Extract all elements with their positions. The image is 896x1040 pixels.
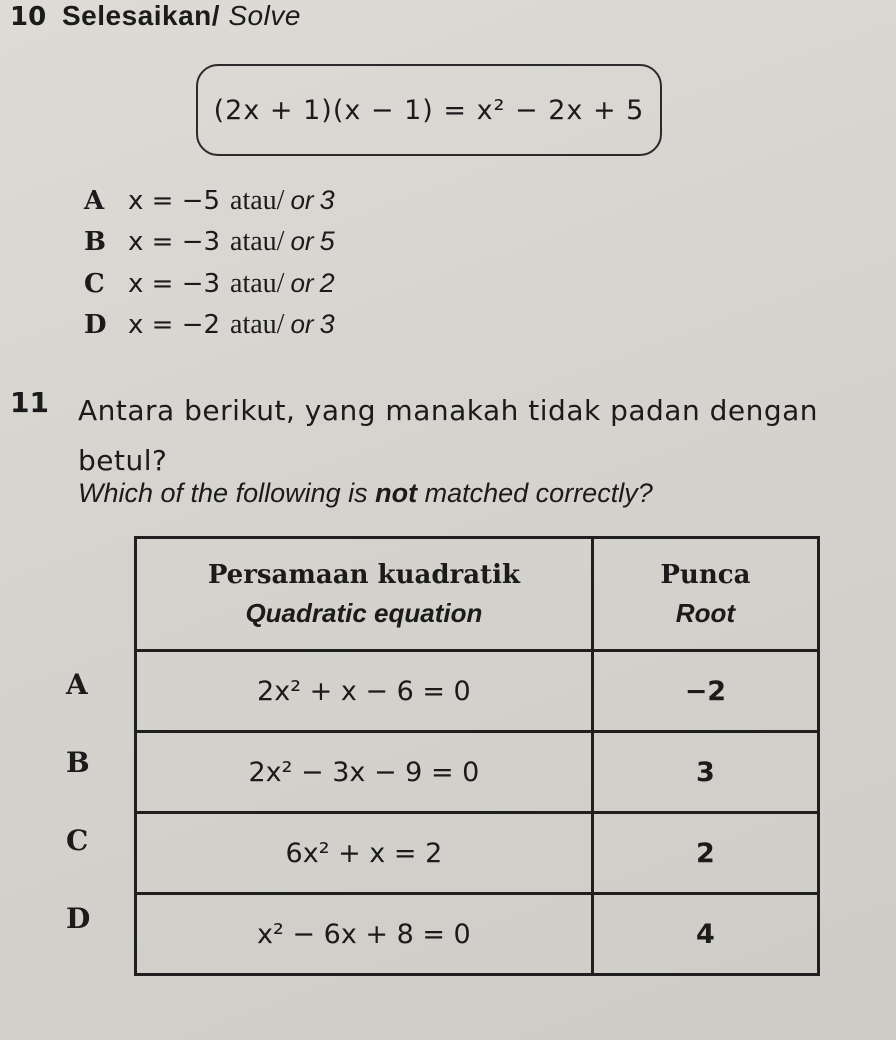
option-atau: atau/ [230,185,285,216]
option-second-value: 3 [319,185,335,215]
english-text-bold: not [375,478,418,508]
header-equation-malay: Persamaan kuadratik [207,560,520,590]
option-value: x = −3 [128,269,221,299]
header-root-english: Root [675,598,735,628]
equation-text: (2x + 1)(x − 1) = x² − 2x + 5 [213,94,645,126]
option-a[interactable] [84,185,335,217]
option-value: x = −3 [128,227,221,257]
row-root: 3 [592,732,818,813]
heading-malay: Selesaikan/ [62,0,229,31]
option-letter: B [84,227,106,257]
question-11-number: 11 [10,386,49,419]
row-letter-c[interactable]: C [66,824,89,857]
option-letter: D [84,310,107,340]
header-root [592,538,818,651]
table-row[interactable] [136,651,819,732]
row-letter-b[interactable]: B [66,746,90,779]
question-10-number: 10 [10,2,47,32]
table-row[interactable] [136,732,819,813]
heading-english: Solve [228,0,301,31]
option-atau: atau/ [230,309,285,340]
option-c[interactable] [84,268,335,300]
option-second-value: 5 [319,226,335,256]
table-row[interactable] [136,813,819,894]
question-10-heading [62,0,301,32]
option-value: x = −2 [128,310,221,340]
table-header-row [136,538,819,651]
header-root-malay: Punca [660,560,751,590]
option-d[interactable] [84,309,335,341]
option-atau: atau/ [230,226,285,257]
table-row[interactable] [136,894,819,975]
question-11-text-english [78,478,653,509]
option-or: or [290,226,314,256]
option-b[interactable] [84,226,335,258]
row-root: 4 [592,894,818,975]
header-equation-english: Quadratic equation [245,598,483,628]
row-root: 2 [592,813,818,894]
option-or: or [290,309,314,339]
equation-box [196,64,662,156]
option-atau: atau/ [230,268,285,299]
option-second-value: 3 [319,309,335,339]
option-or: or [290,268,314,298]
row-equation: x² − 6x + 8 = 0 [136,894,593,975]
question-11-text-malay: Antara berikut, yang manakah tidak padan dengan betul? [78,394,819,477]
row-equation: 2x² + x − 6 = 0 [136,651,593,732]
option-or: or [290,185,314,215]
english-text-before: Which of the following is [78,478,376,508]
row-equation: 2x² − 3x − 9 = 0 [136,732,593,813]
row-letter-d[interactable]: D [66,902,91,935]
row-root: −2 [592,651,818,732]
header-equation [136,538,593,651]
row-equation: 6x² + x = 2 [136,813,593,894]
option-letter: A [84,186,105,216]
option-letter: C [84,269,105,299]
row-letter-a[interactable]: A [66,668,88,701]
quadratic-table [134,536,820,976]
english-text-after: matched correctly? [417,478,653,508]
option-value: x = −5 [128,186,221,216]
option-second-value: 2 [319,268,335,298]
